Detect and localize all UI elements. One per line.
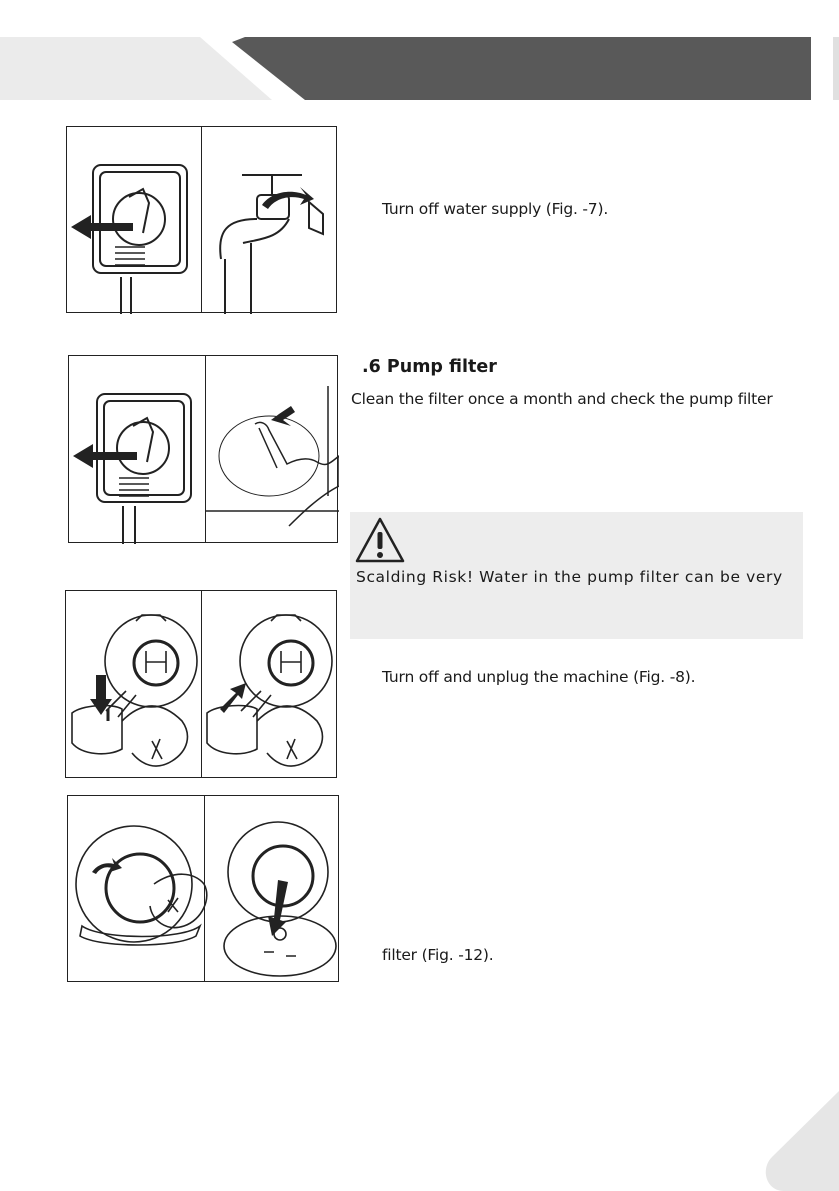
arrow-left-icon (71, 215, 133, 239)
pump-housing-icon (207, 615, 332, 766)
section-intro-text: Clean the filter once a month and check the pump filter (351, 390, 773, 408)
wall-socket-icon (93, 165, 187, 314)
finger-press-icon (206, 386, 339, 526)
warning-text: Scalding Risk! Water in the pump filter can be very (356, 568, 783, 586)
curved-arrow-icon (92, 858, 122, 874)
warning-box (350, 512, 803, 639)
figure-filter-removal (67, 795, 339, 982)
warning-triangle-icon (354, 516, 406, 564)
page-corner-tab (764, 1091, 839, 1191)
figure-unplug-and-tap (66, 126, 337, 313)
arrow-up-right-icon (220, 683, 246, 713)
section-heading-pump-filter: .6 Pump filter (362, 357, 497, 377)
pump-housing-icon (72, 615, 197, 766)
pump-housing-icon (76, 826, 207, 945)
figure-unplug-and-door (68, 355, 338, 543)
step-turn-off-water: Turn off water supply (Fig. -7). (382, 200, 609, 218)
figure-drain-hose (65, 590, 337, 778)
step-filter-figure: filter (Fig. -12). (382, 946, 494, 964)
step-unplug-machine: Turn off and unplug the machine (Fig. -8). (382, 668, 696, 686)
page-header-band (0, 0, 839, 110)
wall-socket-icon (97, 394, 191, 544)
arrow-down-icon (268, 880, 288, 936)
